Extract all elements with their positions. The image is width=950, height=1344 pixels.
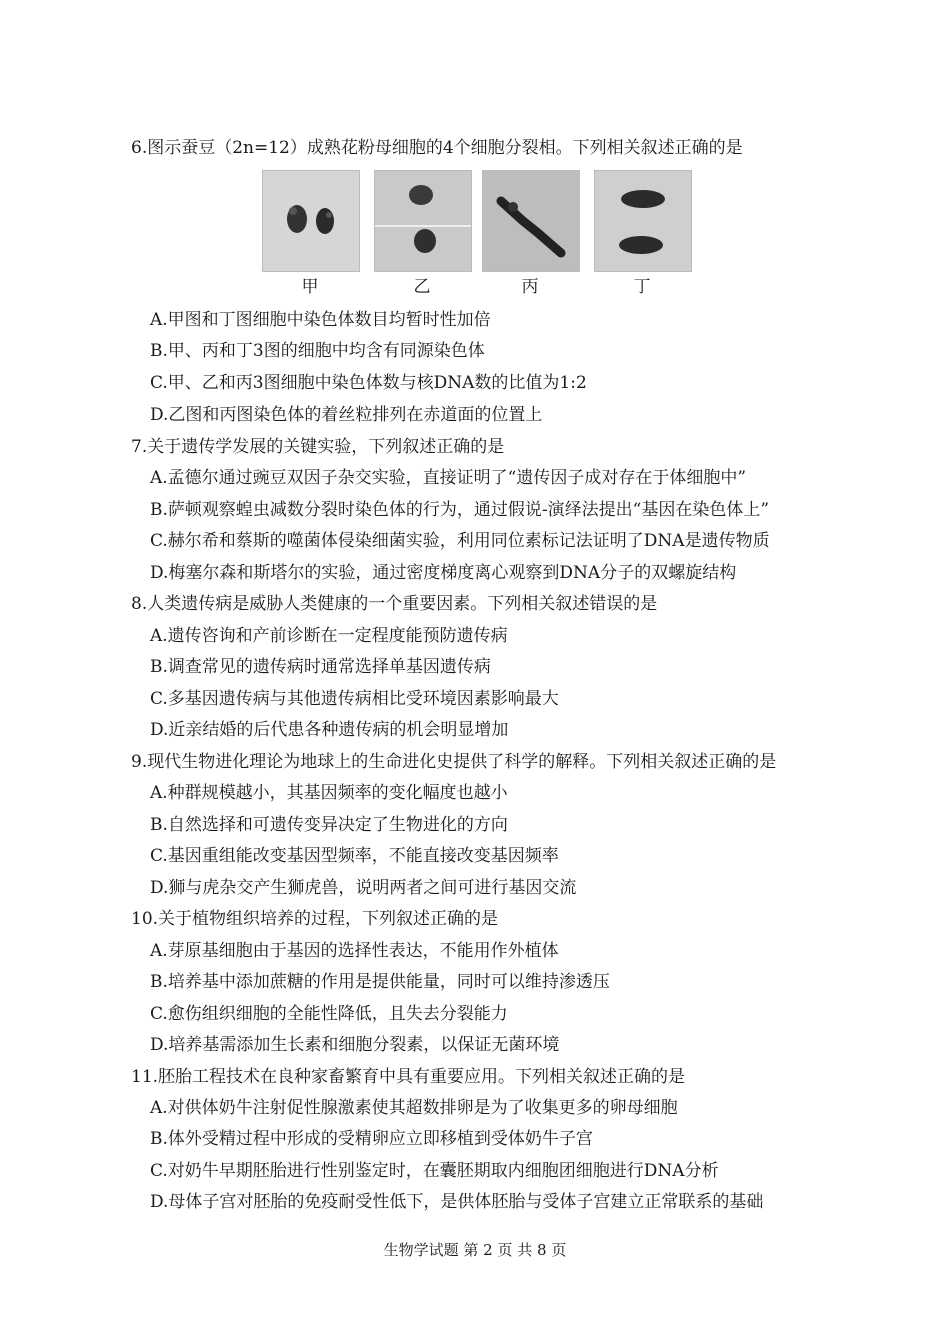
question-11-option-d: D.母体子宫对胚胎的免疫耐受性低下，是供体胚胎与受体子宫建立正常联系的基础 xyxy=(150,1192,764,1212)
question-9-option-a: A.种群规模越小，其基因频率的变化幅度也越小 xyxy=(150,783,508,803)
cell-division-figure xyxy=(262,170,702,297)
question-7-stem: 7.关于遗传学发展的关键实验，下列叙述正确的是 xyxy=(131,437,505,457)
question-11-stem: 11.胚胎工程技术在良种家畜繁育中具有重要应用。下列相关叙述正确的是 xyxy=(131,1067,686,1087)
question-8-option-d: D.近亲结婚的后代患各种遗传病的机会明显增加 xyxy=(150,720,509,740)
question-11-option-b: B.体外受精过程中形成的受精卵应立即移植到受体奶牛子宫 xyxy=(150,1129,593,1149)
figure-label-bing: 丙 xyxy=(521,277,539,297)
question-6-option-c: C.甲、乙和丙3图细胞中染色体数与核DNA数的比值为1:2 xyxy=(150,373,587,393)
question-7-option-b: B.萨顿观察蝗虫减数分裂时染色体的行为，通过假说-演绎法提出“基因在染色体上” xyxy=(150,500,770,520)
figure-label-ding: 丁 xyxy=(633,277,651,297)
figure-label-jia: 甲 xyxy=(301,277,319,297)
question-6-option-b: B.甲、丙和丁3图的细胞中均含有同源染色体 xyxy=(150,341,485,361)
cell-image-yi xyxy=(374,170,472,272)
question-9-stem: 9.现代生物进化理论为地球上的生命进化史提供了科学的解释。下列相关叙述正确的是 xyxy=(131,752,777,772)
question-6-stem: 6.图示蚕豆（2n=12）成熟花粉母细胞的4个细胞分裂相。下列相关叙述正确的是 xyxy=(131,138,743,158)
question-8-option-a: A.遗传咨询和产前诊断在一定程度能预防遗传病 xyxy=(150,626,508,646)
question-7-option-d: D.梅塞尔森和斯塔尔的实验，通过密度梯度离心观察到DNA分子的双螺旋结构 xyxy=(150,563,737,583)
figure-label-yi: 乙 xyxy=(413,277,431,297)
question-6-option-a: A.甲图和丁图细胞中染色体数目均暂时性加倍 xyxy=(150,310,491,330)
question-11-option-c: C.对奶牛早期胚胎进行性别鉴定时，在囊胚期取内细胞团细胞进行DNA分析 xyxy=(150,1161,719,1181)
question-10-option-c: C.愈伤组织细胞的全能性降低，且失去分裂能力 xyxy=(150,1004,508,1024)
question-10-option-d: D.培养基需添加生长素和细胞分裂素，以保证无菌环境 xyxy=(150,1035,560,1055)
question-10-stem: 10.关于植物组织培养的过程，下列叙述正确的是 xyxy=(131,909,499,929)
question-11-option-a: A.对供体奶牛注射促性腺激素使其超数排卵是为了收集更多的卵母细胞 xyxy=(150,1098,678,1118)
page-footer: 生物学试题 第 2 页 共 8 页 xyxy=(383,1241,567,1259)
question-6-option-d: D.乙图和丙图染色体的着丝粒排列在赤道面的位置上 xyxy=(150,405,543,425)
question-8-stem: 8.人类遗传病是威胁人类健康的一个重要因素。下列相关叙述错误的是 xyxy=(131,594,658,614)
question-10-option-a: A.芽原基细胞由于基因的选择性表达，不能用作外植体 xyxy=(150,941,559,961)
question-9-option-b: B.自然选择和可遗传变异决定了生物进化的方向 xyxy=(150,815,508,835)
question-9-option-d: D.狮与虎杂交产生狮虎兽，说明两者之间可进行基因交流 xyxy=(150,878,577,898)
question-10-option-b: B.培养基中添加蔗糖的作用是提供能量，同时可以维持渗透压 xyxy=(150,972,610,992)
question-9-option-c: C.基因重组能改变基因型频率，不能直接改变基因频率 xyxy=(150,846,559,866)
question-8-option-b: B.调查常见的遗传病时通常选择单基因遗传病 xyxy=(150,657,491,677)
question-7-option-a: A.孟德尔通过豌豆双因子杂交实验，直接证明了“遗传因子成对存在于体细胞中” xyxy=(150,468,747,488)
cell-image-bing xyxy=(482,170,580,272)
cell-image-jia xyxy=(262,170,360,272)
cell-image-ding xyxy=(594,170,692,272)
question-7-option-c: C.赫尔希和蔡斯的噬菌体侵染细菌实验，利用同位素标记法证明了DNA是遗传物质 xyxy=(150,531,770,551)
question-8-option-c: C.多基因遗传病与其他遗传病相比受环境因素影响最大 xyxy=(150,689,559,709)
